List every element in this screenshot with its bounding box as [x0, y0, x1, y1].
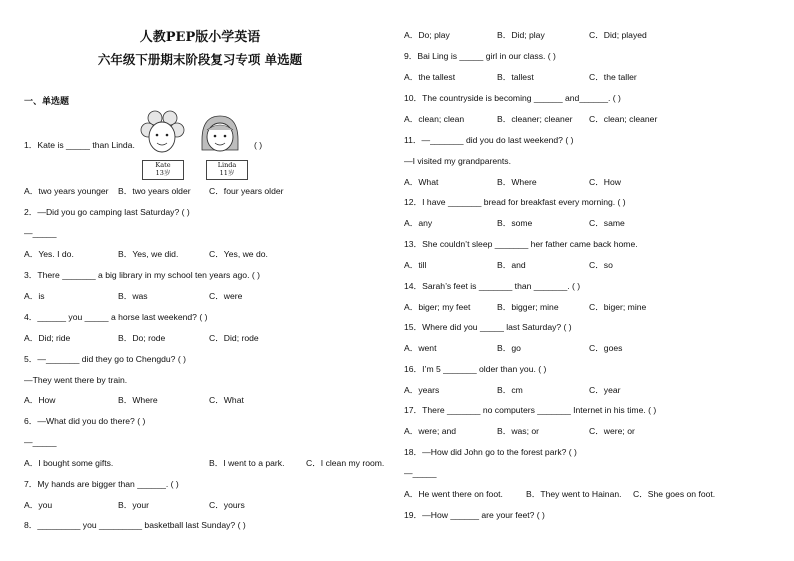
question-18-answer-blank: —_____	[404, 468, 437, 478]
question-19: 19．—How ______ are your feet? ( )	[404, 510, 545, 520]
question-8-option-c: C．Did; played	[589, 30, 647, 40]
question-10: 10．The countryside is becoming ______ and______. ( )	[404, 93, 621, 103]
question-16-option-b: B．cm	[497, 385, 523, 395]
question-8-option-a: A．Do; play	[404, 30, 450, 40]
question-1: 1．Kate is _____ than Linda.	[24, 140, 135, 150]
question-2-option-c: C．Yes, we do.	[209, 249, 268, 259]
question-9: 9．Bai Ling is _____ girl in our class. ( )	[404, 51, 556, 61]
question-17-option-c: C．were; or	[589, 426, 635, 436]
page-subtitle: 六年级下册期末阶段复习专项 单选题	[97, 52, 303, 67]
question-5-option-b: B．Where	[118, 395, 158, 405]
kate-face-icon	[141, 111, 184, 152]
question-3-option-b: B．was	[118, 291, 148, 301]
question-2-option-b: B．Yes, we did.	[118, 249, 179, 259]
question-18-option-a: A．He went there on foot.	[404, 489, 503, 499]
section-heading: 一、单选题	[24, 96, 70, 106]
question-13: 13．She couldn’t sleep _______ her father came back home.	[404, 239, 638, 249]
question-13-option-c: C．so	[589, 260, 613, 270]
question-8-option-b: B．Did; play	[497, 30, 545, 40]
question-14-option-a: A．biger; my feet	[404, 302, 471, 312]
question-5: 5．—_______ did they go to Chengdu? ( )	[24, 354, 186, 364]
question-15-option-b: B．go	[497, 343, 521, 353]
question-4-option-c: C．Did; rode	[209, 333, 259, 343]
question-11: 11．—_______ did you do last weekend? ( )	[404, 135, 574, 145]
question-1-option-c: C．four years older	[209, 186, 284, 196]
question-16-option-a: A．years	[404, 385, 440, 395]
question-9-option-c: C．the taller	[589, 72, 637, 82]
question-18-option-b: B．They went to Hainan.	[526, 489, 622, 499]
question-6-answer-blank: —_____	[24, 437, 57, 447]
question-6-option-a: A．I bought some gifts.	[24, 458, 114, 468]
question-14: 14．Sarah’s feet is _______ than _______. ( )	[404, 281, 581, 291]
question-6-option-c: C．I clean my room.	[306, 458, 385, 468]
question-4-option-a: A．Did; ride	[24, 333, 71, 343]
question-12-option-b: B．some	[497, 218, 533, 228]
question-14-option-b: B．bigger; mine	[497, 302, 559, 312]
question-18: 18．—How did John go to the forest park? ( )	[404, 447, 577, 457]
linda-name-card: Linda 11岁	[206, 160, 248, 180]
question-10-option-c: C．clean; cleaner	[589, 114, 658, 124]
question-7-option-b: B．your	[118, 500, 150, 510]
question-17-option-a: A．were; and	[404, 426, 457, 436]
question-3-option-a: A．is	[24, 291, 45, 301]
girls-illustration	[140, 110, 263, 160]
question-14-option-c: C．biger; mine	[589, 302, 647, 312]
question-7-option-c: C．yours	[209, 500, 245, 510]
question-18-option-c: C．She goes on foot.	[633, 489, 716, 499]
question-17: 17．There _______ no computers _______ Internet in his time. ( )	[404, 405, 657, 415]
question-5-answer: —They went there by train.	[24, 375, 128, 385]
question-1-paren: ( )	[254, 140, 263, 150]
question-9-option-a: A．the tallest	[404, 72, 456, 82]
question-7-option-a: A．you	[24, 500, 53, 510]
question-6: 6．—What did you do there? ( )	[24, 416, 146, 426]
question-4: 4．______ you _____ a horse last weekend? ( )	[24, 312, 208, 322]
question-10-option-a: A．clean; clean	[404, 114, 465, 124]
question-7: 7．My hands are bigger than ______. ( )	[24, 479, 179, 489]
question-5-option-c: C．What	[209, 395, 244, 405]
question-1-option-b: B．two years older	[118, 186, 191, 196]
question-3: 3．There _______ a big library in my school ten years ago. ( )	[24, 270, 260, 280]
question-11-answer: —I visited my grandparents.	[404, 156, 511, 166]
question-9-option-b: B．tallest	[497, 72, 534, 82]
question-3-option-c: C．were	[209, 291, 243, 301]
question-16: 16．I’m 5 _______ older than you. ( )	[404, 364, 547, 374]
question-12-option-a: A．any	[404, 218, 433, 228]
page-title: 人教PEP版小学英语	[139, 30, 261, 45]
question-8: 8．_________ you _________ basketball last Sunday? ( )	[24, 520, 246, 530]
question-13-option-b: B．and	[497, 260, 526, 270]
question-17-option-b: B．was; or	[497, 426, 540, 436]
question-1-option-a: A．two years younger	[24, 186, 109, 196]
question-15-option-a: A．went	[404, 343, 437, 353]
question-5-option-a: A．How	[24, 395, 56, 405]
question-6-option-b: B．I went to a park.	[209, 458, 285, 468]
question-11-option-b: B．Where	[497, 177, 537, 187]
question-2: 2．—Did you go camping last Saturday? ( )	[24, 207, 190, 217]
linda-face-icon	[202, 116, 238, 151]
kate-name-card: Kate 13岁	[142, 160, 184, 180]
question-15: 15．Where did you _____ last Saturday? ( )	[404, 322, 572, 332]
question-13-option-a: A．till	[404, 260, 427, 270]
question-15-option-c: C．goes	[589, 343, 623, 353]
question-4-option-b: B．Do; rode	[118, 333, 166, 343]
question-12-option-c: C．same	[589, 218, 625, 228]
question-1-figure	[140, 110, 263, 180]
question-2-option-a: A．Yes. I do.	[24, 249, 74, 259]
question-2-answer-blank: —_____	[24, 228, 57, 238]
question-10-option-b: B．cleaner; cleaner	[497, 114, 573, 124]
question-16-option-c: C．year	[589, 385, 621, 395]
question-11-option-c: C．How	[589, 177, 621, 187]
question-12: 12．I have _______ bread for breakfast every morning. ( )	[404, 197, 626, 207]
question-11-option-a: A．What	[404, 177, 439, 187]
